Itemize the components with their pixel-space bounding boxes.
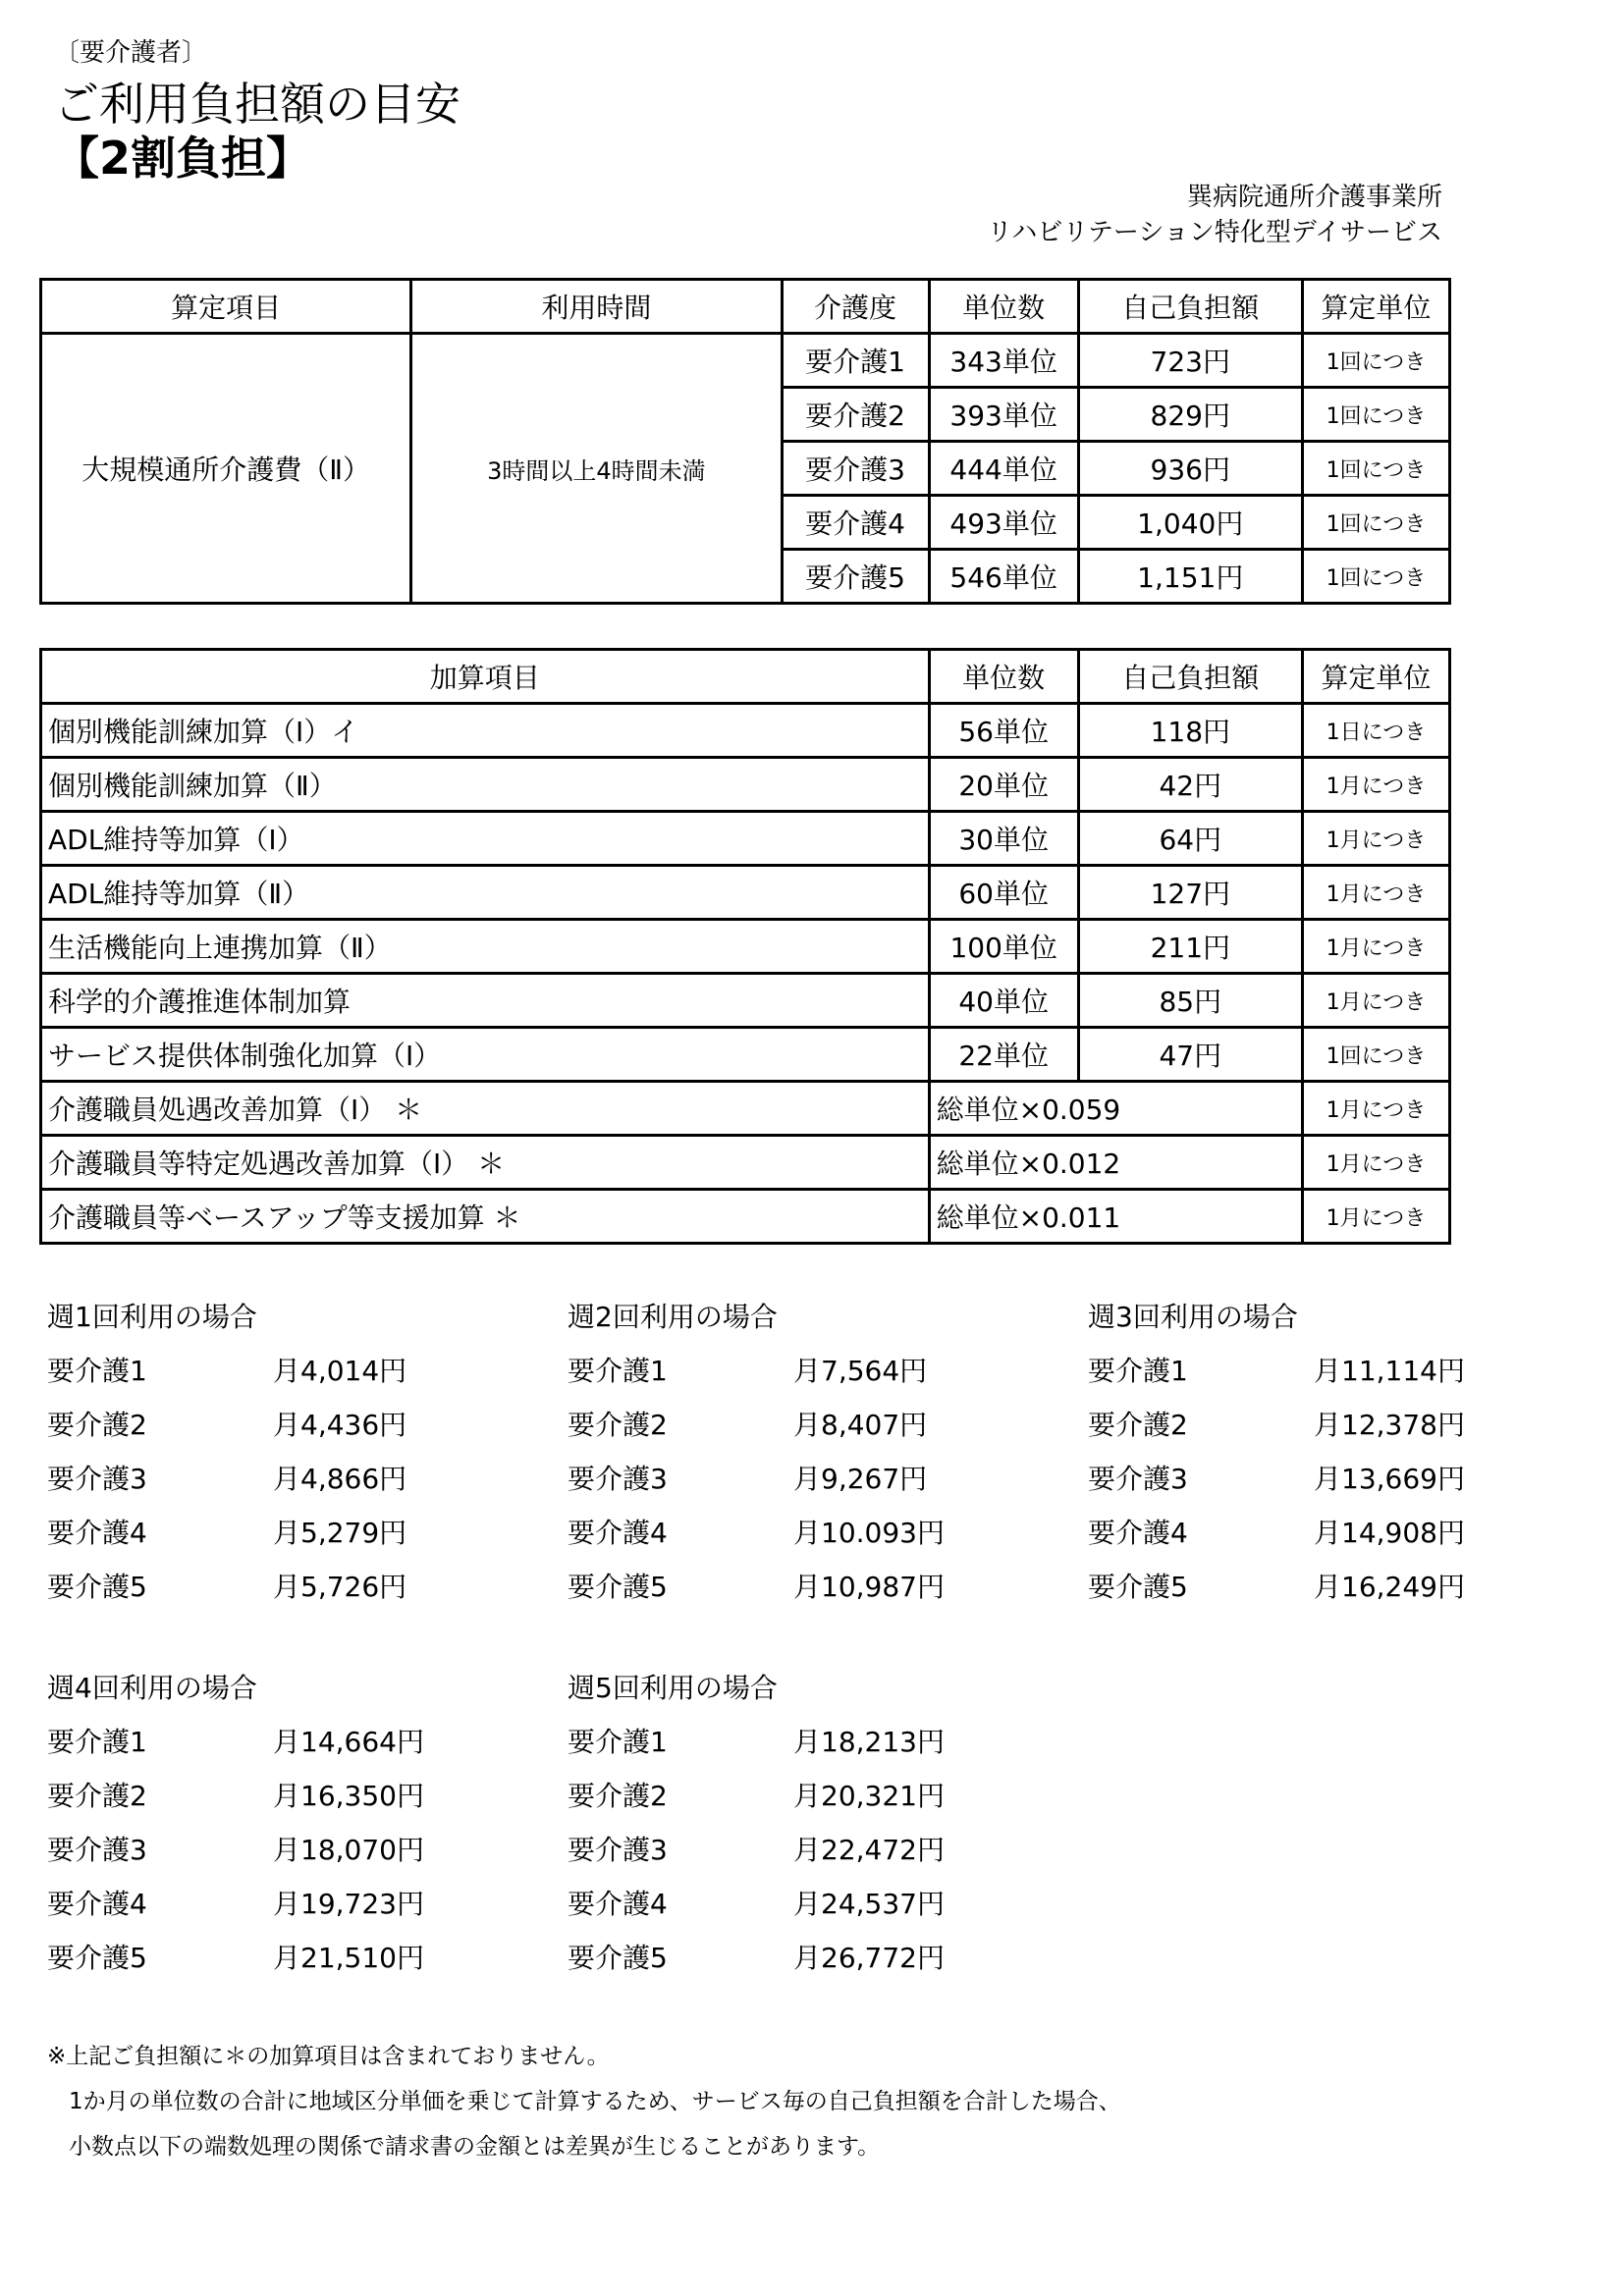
monthly-amount: 月10,987円 (793, 1571, 945, 1603)
footnote: 1か月の単位数の合計に地域区分単価を乗じて計算するため、サービス毎の自己負担額を合計した場合、 (69, 2089, 1121, 2114)
weekly-section-4 (47, 1661, 424, 1985)
monthly-amount: 月10.093円 (793, 1517, 945, 1549)
monthly-amount: 月20,321円 (793, 1780, 945, 1812)
page-title: ご利用負担額の目安 (54, 78, 460, 131)
footnote: ※上記ご負担額に＊の加算項目は含まれておりません。 (47, 2044, 610, 2069)
monthly-amount: 月22,472円 (793, 1834, 945, 1866)
care-level-cell: 要介護1 (782, 334, 929, 388)
care-level: 要介護2 (568, 1409, 668, 1441)
care-level: 要介護2 (47, 1409, 147, 1441)
care-level-cell: 要介護4 (782, 496, 929, 550)
list-item (47, 1769, 424, 1823)
monthly-amount: 月4,436円 (273, 1409, 407, 1441)
units-cell: 546単位 (929, 550, 1078, 604)
header-cell: 自己負担額 (1078, 650, 1302, 704)
care-level: 要介護2 (47, 1780, 147, 1812)
addon-name-cell: 生活機能向上連携加算（Ⅱ） (41, 920, 930, 974)
care-level: 要介護5 (1088, 1571, 1188, 1603)
monthly-amount: 月14,908円 (1314, 1517, 1465, 1549)
care-level: 要介護1 (47, 1726, 147, 1758)
care-level: 要介護5 (568, 1571, 668, 1603)
header-cell: 単位数 (929, 280, 1078, 334)
cost-cell: 47円 (1078, 1028, 1302, 1082)
addon-name-cell: 個別機能訓練加算（Ⅱ） (41, 758, 930, 812)
per-cell: 1月につき (1302, 1190, 1449, 1244)
monthly-amount: 月5,726円 (273, 1571, 407, 1603)
list-item (1088, 1560, 1465, 1614)
addon-name-cell: 科学的介護推進体制加算 (41, 974, 930, 1028)
care-level: 要介護1 (1088, 1355, 1188, 1387)
care-level: 要介護1 (568, 1355, 668, 1387)
addon-name-cell: 介護職員等特定処遇改善加算（Ⅰ） ＊ (41, 1136, 930, 1190)
monthly-amount: 月13,669円 (1314, 1463, 1465, 1495)
monthly-amount: 月16,350円 (273, 1780, 424, 1812)
care-level: 要介護4 (568, 1517, 668, 1549)
table-row (41, 704, 1450, 758)
header-cell: 算定単位 (1302, 280, 1449, 334)
section-heading: 週3回利用の場合 (1088, 1301, 1298, 1333)
table-row (41, 866, 1450, 920)
footnotes (47, 2034, 1121, 2169)
list-item (47, 1452, 406, 1506)
monthly-amount: 月18,070円 (273, 1834, 424, 1866)
cost-cell: 211円 (1078, 920, 1302, 974)
units-cell: 22単位 (929, 1028, 1078, 1082)
care-level: 要介護1 (568, 1726, 668, 1758)
per-cell: 1月につき (1302, 758, 1449, 812)
header-cell: 算定項目 (41, 280, 411, 334)
per-cell: 1回につき (1302, 388, 1449, 442)
care-level: 要介護2 (568, 1780, 668, 1812)
units-cell: 343単位 (929, 334, 1078, 388)
weekly-section-1 (47, 1290, 406, 1614)
addon-name-cell: 介護職員処遇改善加算（Ⅰ） ＊ (41, 1082, 930, 1136)
table-header-row (41, 280, 1450, 334)
cost-cell: 42円 (1078, 758, 1302, 812)
header-cell: 自己負担額 (1078, 280, 1302, 334)
care-level: 要介護3 (1088, 1463, 1188, 1495)
monthly-amount: 月8,407円 (793, 1409, 928, 1441)
care-level: 要介護5 (568, 1942, 668, 1974)
care-level: 要介護2 (1088, 1409, 1188, 1441)
list-item (47, 1715, 424, 1769)
table-row (41, 974, 1450, 1028)
table-row (41, 1136, 1450, 1190)
table-row (41, 920, 1450, 974)
list-item (568, 1823, 945, 1877)
table-row (41, 812, 1450, 866)
per-cell: 1回につき (1302, 442, 1449, 496)
list-item (568, 1877, 945, 1931)
care-level-cell: 要介護2 (782, 388, 929, 442)
monthly-amount: 月18,213円 (793, 1726, 945, 1758)
units-cell: 56単位 (929, 704, 1078, 758)
cost-cell: 723円 (1078, 334, 1302, 388)
monthly-amount: 月26,772円 (793, 1942, 945, 1974)
weekly-section-5 (568, 1661, 945, 1985)
per-cell: 1回につき (1302, 1028, 1449, 1082)
rate-cell: 総単位×0.012 (929, 1136, 1302, 1190)
header-cell: 介護度 (782, 280, 929, 334)
care-level: 要介護5 (47, 1942, 147, 1974)
monthly-amount: 月24,537円 (793, 1888, 945, 1920)
table-row (41, 1190, 1450, 1244)
monthly-amount: 月12,378円 (1314, 1409, 1465, 1441)
weekly-section-2 (568, 1290, 945, 1614)
care-level: 要介護4 (47, 1517, 147, 1549)
weekly-section-3 (1088, 1290, 1465, 1614)
page-subtitle: 【2割負担】 (54, 132, 312, 185)
list-item (568, 1398, 945, 1452)
table-row (41, 1028, 1450, 1082)
care-level-cell: 要介護3 (782, 442, 929, 496)
per-cell: 1月につき (1302, 920, 1449, 974)
service-name: リハビリテーション特化型デイサービス (987, 218, 1442, 247)
per-cell: 1日につき (1302, 704, 1449, 758)
care-level: 要介護4 (47, 1888, 147, 1920)
cost-cell: 127円 (1078, 866, 1302, 920)
service-item-cell: 大規模通所介護費（Ⅱ） (41, 334, 411, 604)
units-cell: 444単位 (929, 442, 1078, 496)
rate-cell: 総単位×0.059 (929, 1082, 1302, 1136)
list-item (568, 1769, 945, 1823)
units-cell: 40単位 (929, 974, 1078, 1028)
section-heading: 週1回利用の場合 (47, 1301, 257, 1333)
per-cell: 1月につき (1302, 1082, 1449, 1136)
per-cell: 1回につき (1302, 496, 1449, 550)
per-cell: 1回につき (1302, 334, 1449, 388)
list-item (568, 1452, 945, 1506)
rate-cell: 総単位×0.011 (929, 1190, 1302, 1244)
monthly-amount: 月21,510円 (273, 1942, 424, 1974)
care-level-cell: 要介護5 (782, 550, 929, 604)
care-level: 要介護1 (47, 1355, 147, 1387)
base-fee-table (39, 278, 1451, 605)
list-item (47, 1344, 406, 1398)
header-cell: 単位数 (929, 650, 1078, 704)
monthly-amount: 月7,564円 (793, 1355, 928, 1387)
list-item (47, 1398, 406, 1452)
addon-name-cell: サービス提供体制強化加算（Ⅰ） (41, 1028, 930, 1082)
units-cell: 100単位 (929, 920, 1078, 974)
cost-cell: 1,151円 (1078, 550, 1302, 604)
care-level: 要介護3 (47, 1834, 147, 1866)
monthly-amount: 月19,723円 (273, 1888, 424, 1920)
cost-cell: 936円 (1078, 442, 1302, 496)
addon-name-cell: ADL維持等加算（Ⅱ） (41, 866, 930, 920)
list-item (568, 1931, 945, 1985)
monthly-amount: 月14,664円 (273, 1726, 424, 1758)
cost-cell: 118円 (1078, 704, 1302, 758)
cost-cell: 85円 (1078, 974, 1302, 1028)
list-item (1088, 1398, 1465, 1452)
list-item (568, 1715, 945, 1769)
monthly-amount: 月11,114円 (1314, 1355, 1465, 1387)
service-time-cell: 3時間以上4時間未満 (411, 334, 782, 604)
list-item (47, 1877, 424, 1931)
header-cell: 加算項目 (41, 650, 930, 704)
table-header-row (41, 650, 1450, 704)
monthly-amount: 月4,866円 (273, 1463, 407, 1495)
table-row (41, 334, 1450, 388)
monthly-amount: 月9,267円 (793, 1463, 928, 1495)
footnote: 小数点以下の端数処理の関係で請求書の金額とは差異が生じることがあります。 (69, 2134, 881, 2160)
per-cell: 1月につき (1302, 1136, 1449, 1190)
list-item (1088, 1344, 1465, 1398)
list-item (47, 1506, 406, 1560)
header-cell: 算定単位 (1302, 650, 1449, 704)
care-level: 要介護5 (47, 1571, 147, 1603)
care-level: 要介護3 (568, 1463, 668, 1495)
addon-name-cell: 介護職員等ベースアップ等支援加算 ＊ (41, 1190, 930, 1244)
monthly-amount: 月16,249円 (1314, 1571, 1465, 1603)
care-level: 要介護4 (568, 1888, 668, 1920)
care-level: 要介護3 (568, 1834, 668, 1866)
per-cell: 1月につき (1302, 974, 1449, 1028)
monthly-amount: 月5,279円 (273, 1517, 407, 1549)
organization-name: 巽病院通所介護事業所 (1186, 183, 1442, 212)
section-heading: 週2回利用の場合 (568, 1301, 778, 1333)
units-cell: 30単位 (929, 812, 1078, 866)
document-label: 〔要介護者〕 (54, 38, 208, 68)
addon-name-cell: ADL維持等加算（Ⅰ） (41, 812, 930, 866)
addon-name-cell: 個別機能訓練加算（Ⅰ）イ (41, 704, 930, 758)
cost-cell: 64円 (1078, 812, 1302, 866)
list-item (568, 1344, 945, 1398)
units-cell: 493単位 (929, 496, 1078, 550)
monthly-amount: 月4,014円 (273, 1355, 407, 1387)
table-row (41, 758, 1450, 812)
addon-fee-table (39, 648, 1451, 1245)
list-item (1088, 1452, 1465, 1506)
header-cell: 利用時間 (411, 280, 782, 334)
cost-cell: 1,040円 (1078, 496, 1302, 550)
per-cell: 1月につき (1302, 866, 1449, 920)
per-cell: 1月につき (1302, 812, 1449, 866)
per-cell: 1回につき (1302, 550, 1449, 604)
list-item (1088, 1506, 1465, 1560)
units-cell: 20単位 (929, 758, 1078, 812)
section-heading: 週5回利用の場合 (568, 1672, 778, 1704)
table-row (41, 1082, 1450, 1136)
units-cell: 60単位 (929, 866, 1078, 920)
section-heading: 週4回利用の場合 (47, 1672, 257, 1704)
list-item (47, 1823, 424, 1877)
list-item (568, 1560, 945, 1614)
care-level: 要介護4 (1088, 1517, 1188, 1549)
list-item (47, 1931, 424, 1985)
care-level: 要介護3 (47, 1463, 147, 1495)
units-cell: 393単位 (929, 388, 1078, 442)
cost-cell: 829円 (1078, 388, 1302, 442)
list-item (47, 1560, 406, 1614)
list-item (568, 1506, 945, 1560)
